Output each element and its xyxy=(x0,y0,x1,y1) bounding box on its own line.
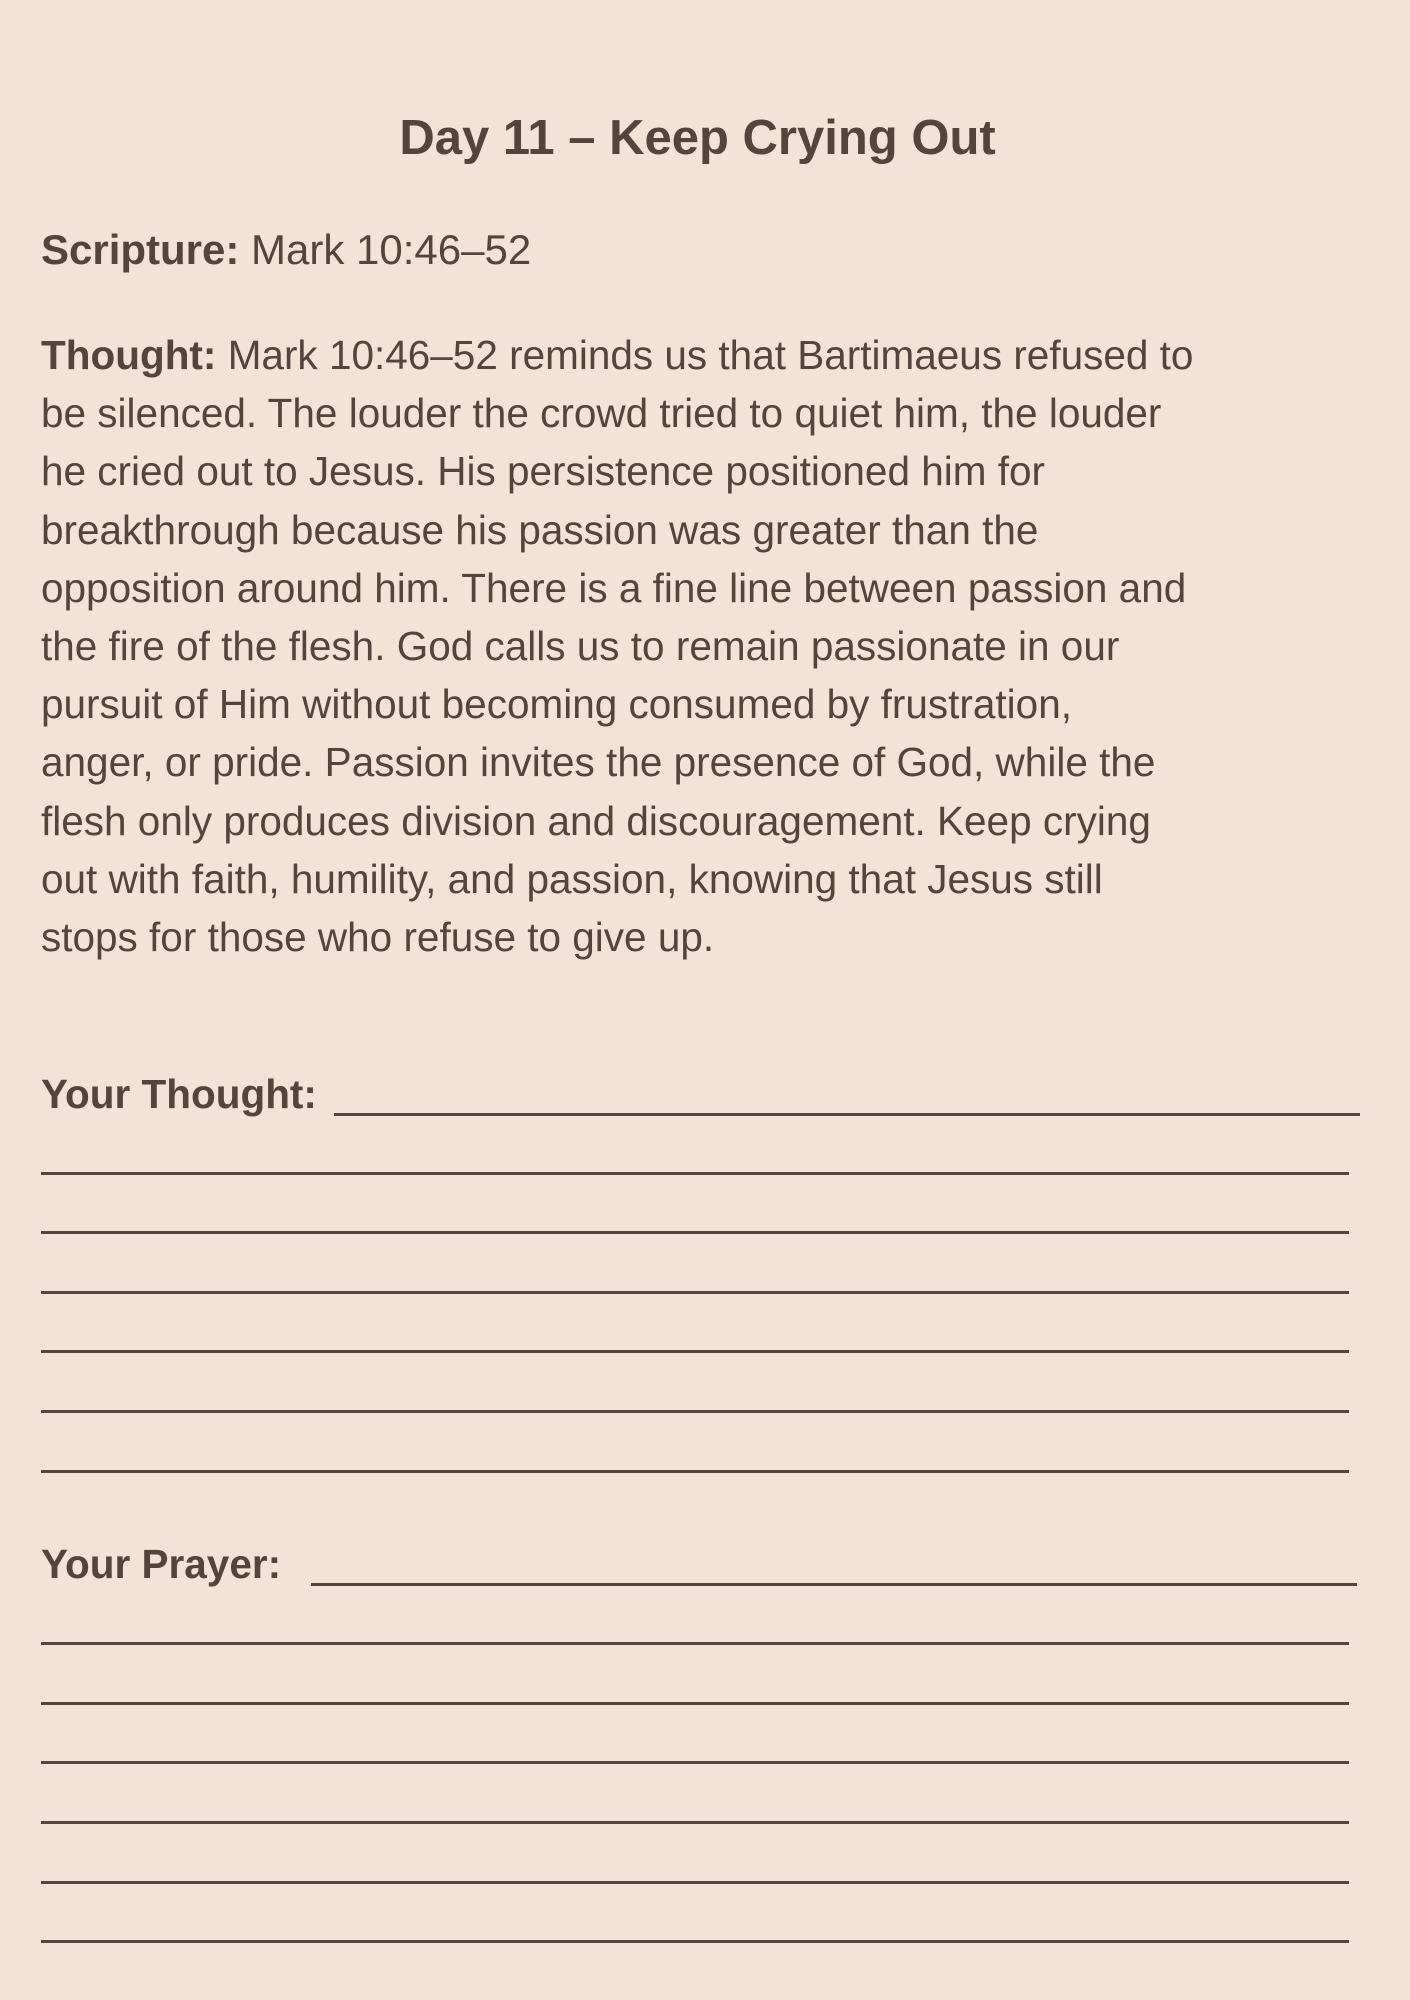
thought-line: opposition around him. There is a fine line between passion and xyxy=(41,564,1187,611)
your-thought-writing-line[interactable] xyxy=(41,1470,1349,1473)
your-prayer-writing-line[interactable] xyxy=(41,1821,1349,1824)
thought-line: be silenced. The louder the crowd tried to quiet him, the louder xyxy=(41,390,1162,437)
your-prayer-writing-line[interactable] xyxy=(41,1761,1349,1764)
your-prayer-writing-line[interactable] xyxy=(41,1940,1349,1943)
thought-line: he cried out to Jesus. His persistence positioned him for xyxy=(41,448,1045,495)
your-prayer-writing-line[interactable] xyxy=(41,1642,1349,1645)
thought-line xyxy=(41,326,1381,384)
your-thought-writing-line[interactable] xyxy=(41,1172,1349,1175)
thought-line: stops for those who refuse to give up. xyxy=(41,914,715,961)
your-thought-writing-line[interactable] xyxy=(41,1231,1349,1234)
page-title: Day 11 – Keep Crying Out xyxy=(399,111,996,165)
thought-line: the fire of the flesh. God calls us to remain passionate in our xyxy=(41,623,1120,670)
thought-line: breakthrough because his passion was greater than the xyxy=(41,506,1039,553)
your-prayer-writing-line[interactable] xyxy=(311,1583,1357,1586)
scripture-line xyxy=(41,220,531,280)
your-thought-label: Your Thought: xyxy=(41,1071,317,1117)
your-prayer-writing-line[interactable] xyxy=(41,1702,1349,1705)
thought-line: pursuit of Him without becoming consumed by frustration, xyxy=(41,681,1072,728)
thought-line: anger, or pride. Passion invites the presence of God, while the xyxy=(41,739,1156,786)
scripture-label: Scripture: xyxy=(41,226,240,273)
your-prayer-writing-line[interactable] xyxy=(41,1881,1349,1884)
your-thought-writing-line[interactable] xyxy=(41,1350,1349,1353)
thought-line: flesh only produces division and discouragement. Keep crying xyxy=(41,797,1151,844)
thought-label: Thought: xyxy=(41,332,217,378)
thought-text: Mark 10:46–52 reminds us that Bartimaeus refused to xyxy=(227,332,1194,378)
thought-line: out with faith, humility, and passion, knowing that Jesus still xyxy=(41,855,1103,902)
scripture-reference: Mark 10:46–52 xyxy=(251,226,532,273)
your-thought-writing-line[interactable] xyxy=(334,1113,1360,1116)
your-prayer-label: Your Prayer: xyxy=(41,1541,282,1587)
your-thought-writing-line[interactable] xyxy=(41,1291,1349,1294)
thought-paragraph xyxy=(41,326,1381,966)
your-thought-writing-line[interactable] xyxy=(41,1410,1349,1413)
